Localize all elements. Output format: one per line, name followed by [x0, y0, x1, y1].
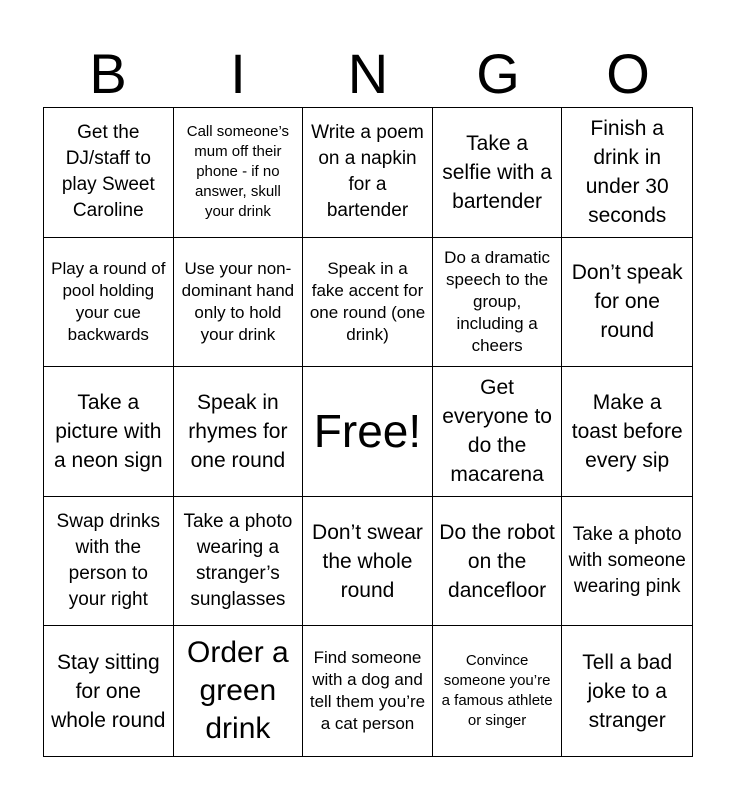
header-letter-g: G: [476, 42, 520, 105]
cell-text: Take a picture with a neon sign: [54, 390, 163, 472]
bingo-cell: [562, 108, 692, 238]
cell-text: Get the DJ/staff to play Sweet Caroline: [61, 122, 155, 222]
cell-text: Take a photo wearing a stranger’s sunglasses: [183, 511, 293, 611]
bingo-cell: [562, 238, 692, 368]
cell-text: Don’t swear the whole round: [312, 520, 423, 602]
cell-text: Play a round of pool holding your cue backwards: [51, 258, 166, 344]
bingo-cell: [562, 626, 692, 756]
cell-text: Write a poem on a napkin for a bartender: [311, 122, 424, 222]
cell-text: Stay sitting for one whole round: [51, 650, 166, 732]
bingo-cell: [433, 497, 563, 627]
cell-text: Get everyone to do the macarena: [442, 376, 552, 487]
header-letter-b: B: [89, 42, 127, 105]
bingo-header: [43, 40, 693, 108]
cell-text: Take a photo with someone wearing pink: [568, 524, 686, 598]
cell-text: Finish a drink in under 30 seconds: [585, 117, 669, 228]
cell-text: Use your non-dominant hand only to hold your drink: [181, 258, 295, 344]
cell-text: Don’t speak for one round: [571, 261, 683, 343]
cell-text: Tell a bad joke to a stranger: [582, 650, 673, 732]
cell-text: Make a toast before every sip: [571, 390, 683, 472]
bingo-cell: [44, 626, 174, 756]
bingo-cell: [174, 238, 304, 368]
cell-text: Call someone’s mum off their phone - if no answer, skull your drink: [186, 123, 290, 221]
bingo-cell: [303, 497, 433, 627]
bingo-cell: [303, 626, 433, 756]
bingo-cell: [303, 108, 433, 238]
cell-text: Swap drinks with the person to your right: [56, 511, 161, 611]
cell-text: Find someone with a dog and tell them you’re a cat person: [309, 648, 426, 734]
bingo-cell: [174, 367, 304, 497]
bingo-cell: [174, 626, 304, 756]
bingo-cell: [44, 108, 174, 238]
cell-text: Do the robot on the dancefloor: [439, 520, 555, 602]
bingo-cell: [433, 238, 563, 368]
bingo-cell-free: [303, 367, 433, 497]
cell-text: Order a green drink: [187, 636, 289, 746]
bingo-cell: [433, 367, 563, 497]
free-space-text: Free!: [313, 405, 422, 458]
bingo-cell: [433, 108, 563, 238]
cell-text: Convince someone you’re a famous athlete or singer: [441, 652, 553, 730]
bingo-cell: [44, 238, 174, 368]
cell-text: Speak in rhymes for one round: [188, 390, 288, 472]
bingo-cell: [303, 238, 433, 368]
bingo-cell: [433, 626, 563, 756]
bingo-cell: [174, 108, 304, 238]
cell-text: Take a selfie with a bartender: [442, 131, 552, 213]
header-letter-i: I: [230, 42, 246, 105]
header-letter-o: O: [606, 42, 650, 105]
header-letter-n: N: [347, 42, 389, 105]
cell-text: Speak in a fake accent for one round (one drink): [309, 258, 426, 344]
bingo-cell: [44, 367, 174, 497]
bingo-cell: [562, 497, 692, 627]
cell-text: Do a dramatic speech to the group, including a cheers: [444, 247, 550, 355]
bingo-cell: [44, 497, 174, 627]
bingo-grid: [43, 107, 693, 757]
bingo-cell: [174, 497, 304, 627]
bingo-cell: [562, 367, 692, 497]
